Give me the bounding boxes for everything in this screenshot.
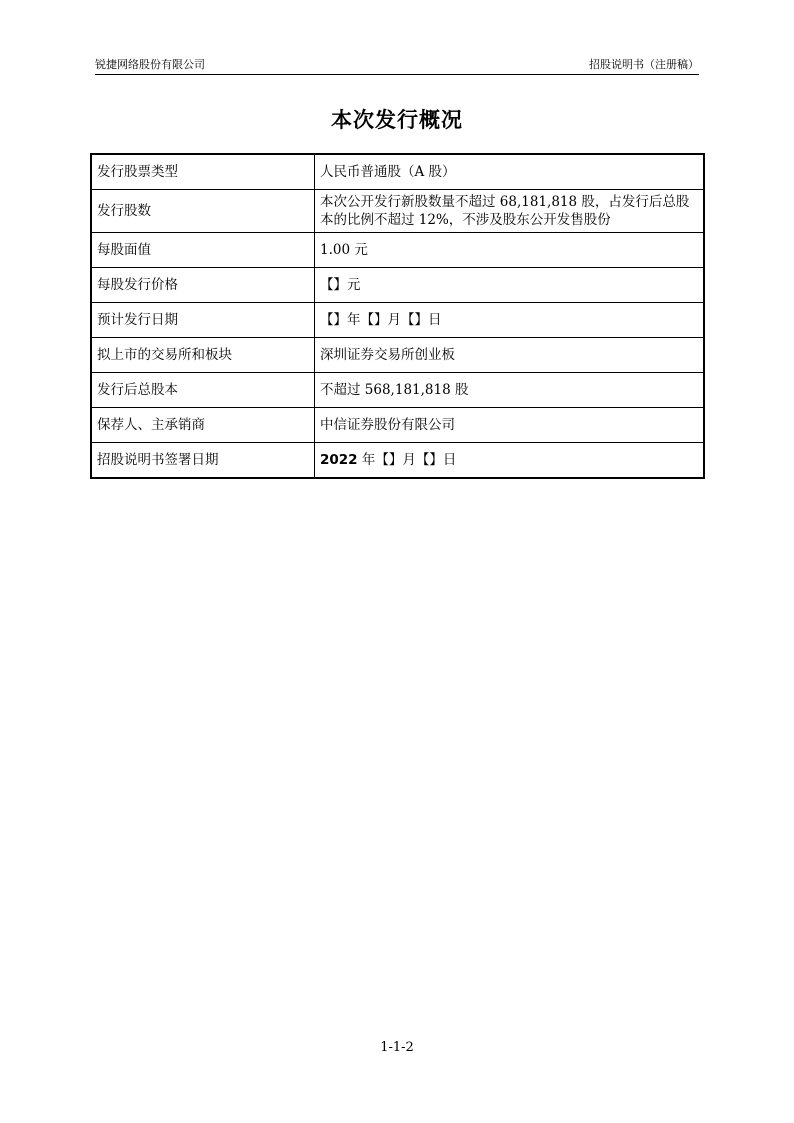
page-number: 1-1-2	[380, 1040, 414, 1055]
row-value: 深圳证券交易所创业板	[315, 338, 705, 373]
header-document-type: 招股说明书（注册稿）	[589, 58, 699, 71]
signing-date-rest: 年【】月【】日	[357, 452, 457, 468]
offering-overview-table	[90, 153, 705, 479]
row-label: 预计发行日期	[91, 303, 315, 338]
table-row	[91, 268, 704, 303]
table-row	[91, 233, 704, 268]
row-label: 每股面值	[91, 233, 315, 268]
row-value: 【】元	[315, 268, 705, 303]
row-value	[315, 443, 705, 479]
row-value: 【】年【】月【】日	[315, 303, 705, 338]
row-label: 招股说明书签署日期	[91, 443, 315, 479]
table-row	[91, 408, 704, 443]
signing-year: 2022	[320, 452, 358, 468]
row-label: 拟上市的交易所和板块	[91, 338, 315, 373]
row-value: 人民币普通股（A 股）	[315, 154, 705, 190]
row-label: 保荐人、主承销商	[91, 408, 315, 443]
row-label: 发行后总股本	[91, 373, 315, 408]
row-label: 发行股数	[91, 190, 315, 233]
table-row	[91, 373, 704, 408]
header-company-name: 锐捷网络股份有限公司	[95, 58, 205, 71]
page-title: 本次发行概况	[331, 108, 463, 132]
row-value: 本次公开发行新股数量不超过 68,181,818 股，占发行后总股本的比例不超过 12%，不涉及股东公开发售股份	[315, 190, 705, 233]
row-label: 发行股票类型	[91, 154, 315, 190]
row-label: 每股发行价格	[91, 268, 315, 303]
row-value: 中信证券股份有限公司	[315, 408, 705, 443]
table-row	[91, 443, 704, 479]
row-value: 不超过 568,181,818 股	[315, 373, 705, 408]
table-row	[91, 338, 704, 373]
table-row	[91, 190, 704, 233]
table-row	[91, 154, 704, 190]
table-row	[91, 303, 704, 338]
row-value: 1.00 元	[315, 233, 705, 268]
page-header	[95, 56, 699, 75]
